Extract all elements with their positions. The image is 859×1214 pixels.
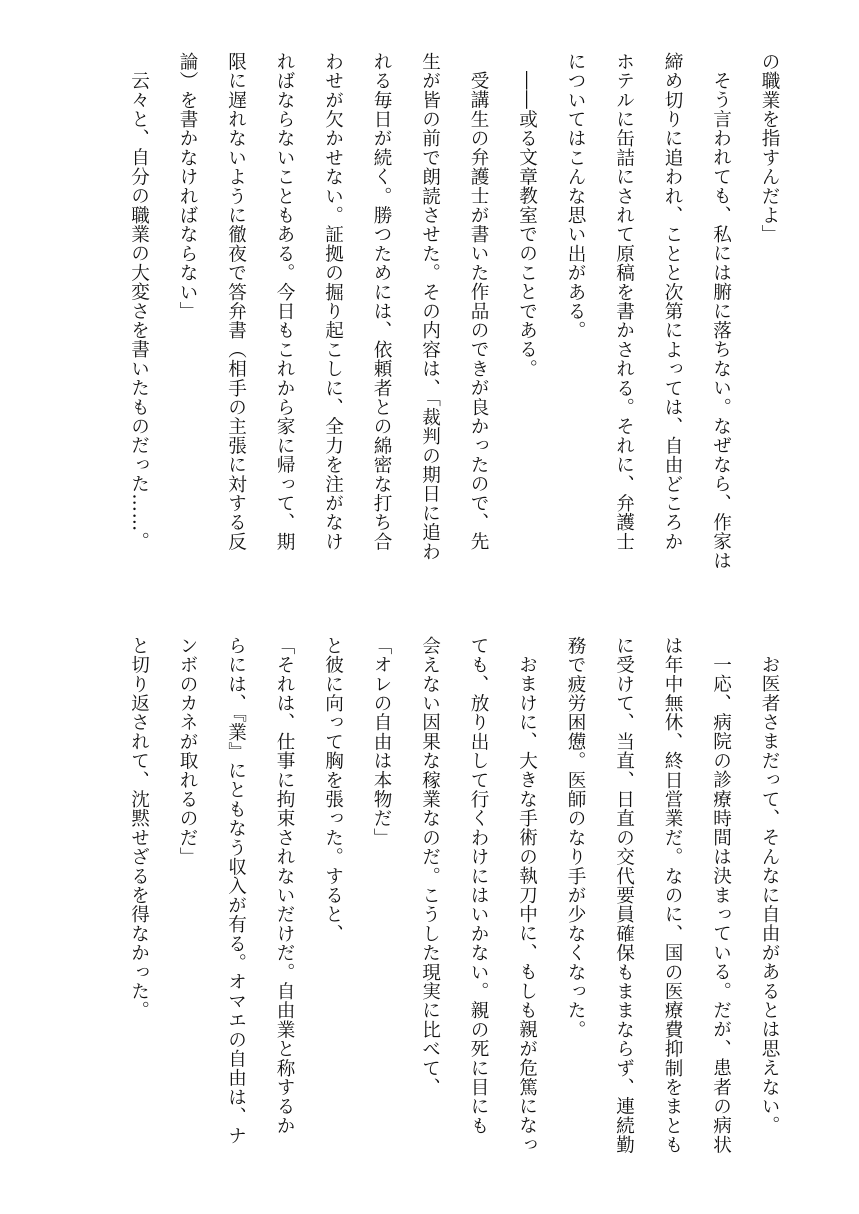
text-line: 受講生の弁護士が書いた作品のできが良かったので、先: [468, 70, 489, 551]
text-line: れる毎日が続く。勝つためには、依頼者との綿密な打ち合: [371, 52, 392, 552]
text-line: についてはこんな思い出がある。: [565, 52, 586, 340]
text-line: 「オレの自由は本物だ」: [371, 636, 392, 848]
text-line: の職業を指すんだよ」: [759, 52, 780, 244]
lower-text-block: [77, 636, 793, 1160]
text-line: ても、放り出して行くわけにはいかない。親の死に目にも: [468, 636, 489, 1136]
text-line: 「それは、仕事に拘束されないだけだ。自由業と称するか: [274, 636, 295, 1136]
text-line: ればならないこともある。今日もこれから家に帰って、期: [274, 52, 295, 552]
text-line: お医者さまだって、そんなに自由があるとは思えない。: [759, 654, 780, 1135]
text-line: 一応、病院の診療時間は決まっている。だが、患者の病状: [710, 654, 732, 1154]
text-line: 会えない因果な稼業なのだ。こうした現実に比べて、: [419, 636, 441, 1097]
text-line: 限に遅れないように徹夜で答弁書（相手の主張に対する反: [225, 52, 247, 552]
text-line: 務で疲労困憊。医師のなり手が少なくなった。: [565, 636, 586, 1040]
text-line: らには、『業』にともなう収入が有る。オマエの自由は、ナ: [225, 636, 247, 1146]
text-line: に受けて、当直、日直の交代要員確保もままならず、連続勤: [613, 636, 635, 1155]
text-line: 云々と、自分の職業の大変さを書いたものだった……。: [128, 70, 150, 551]
upper-text-block: [77, 52, 793, 576]
text-line: ホテルに缶詰にされて原稿を書かされる。それに、弁護士: [613, 52, 635, 552]
text-line: と彼に向って胸を張った。すると、: [322, 636, 344, 944]
text-line: ンボのカネが取れるのだ」: [177, 636, 198, 867]
text-line: と切り返されて、沈黙せざるを得なかった。: [128, 636, 150, 1020]
text-line: わせが欠かせない。証拠の掘り起こしに、全力を注がなけ: [322, 52, 344, 552]
text-line: は年中無休、終日営業だ。なのに、国の医療費抑制をまとも: [662, 636, 683, 1155]
text-line: そう言われても、私には腑に落ちない。なぜなら、作家は: [710, 70, 732, 570]
text-line: 論）を書かなければならない」: [177, 52, 198, 321]
text-line: ――或る文章教室でのことである。: [516, 70, 538, 378]
text-line: 締め切りに追われ、ことと次第によっては、自由どころか: [662, 52, 683, 552]
text-line: おまけに、大きな手術の執刀中に、もしも親が危篤になっ: [516, 654, 538, 1154]
text-line: 生が皆の前で朗読させた。その内容は、「裁判の期日に追わ: [419, 52, 441, 562]
